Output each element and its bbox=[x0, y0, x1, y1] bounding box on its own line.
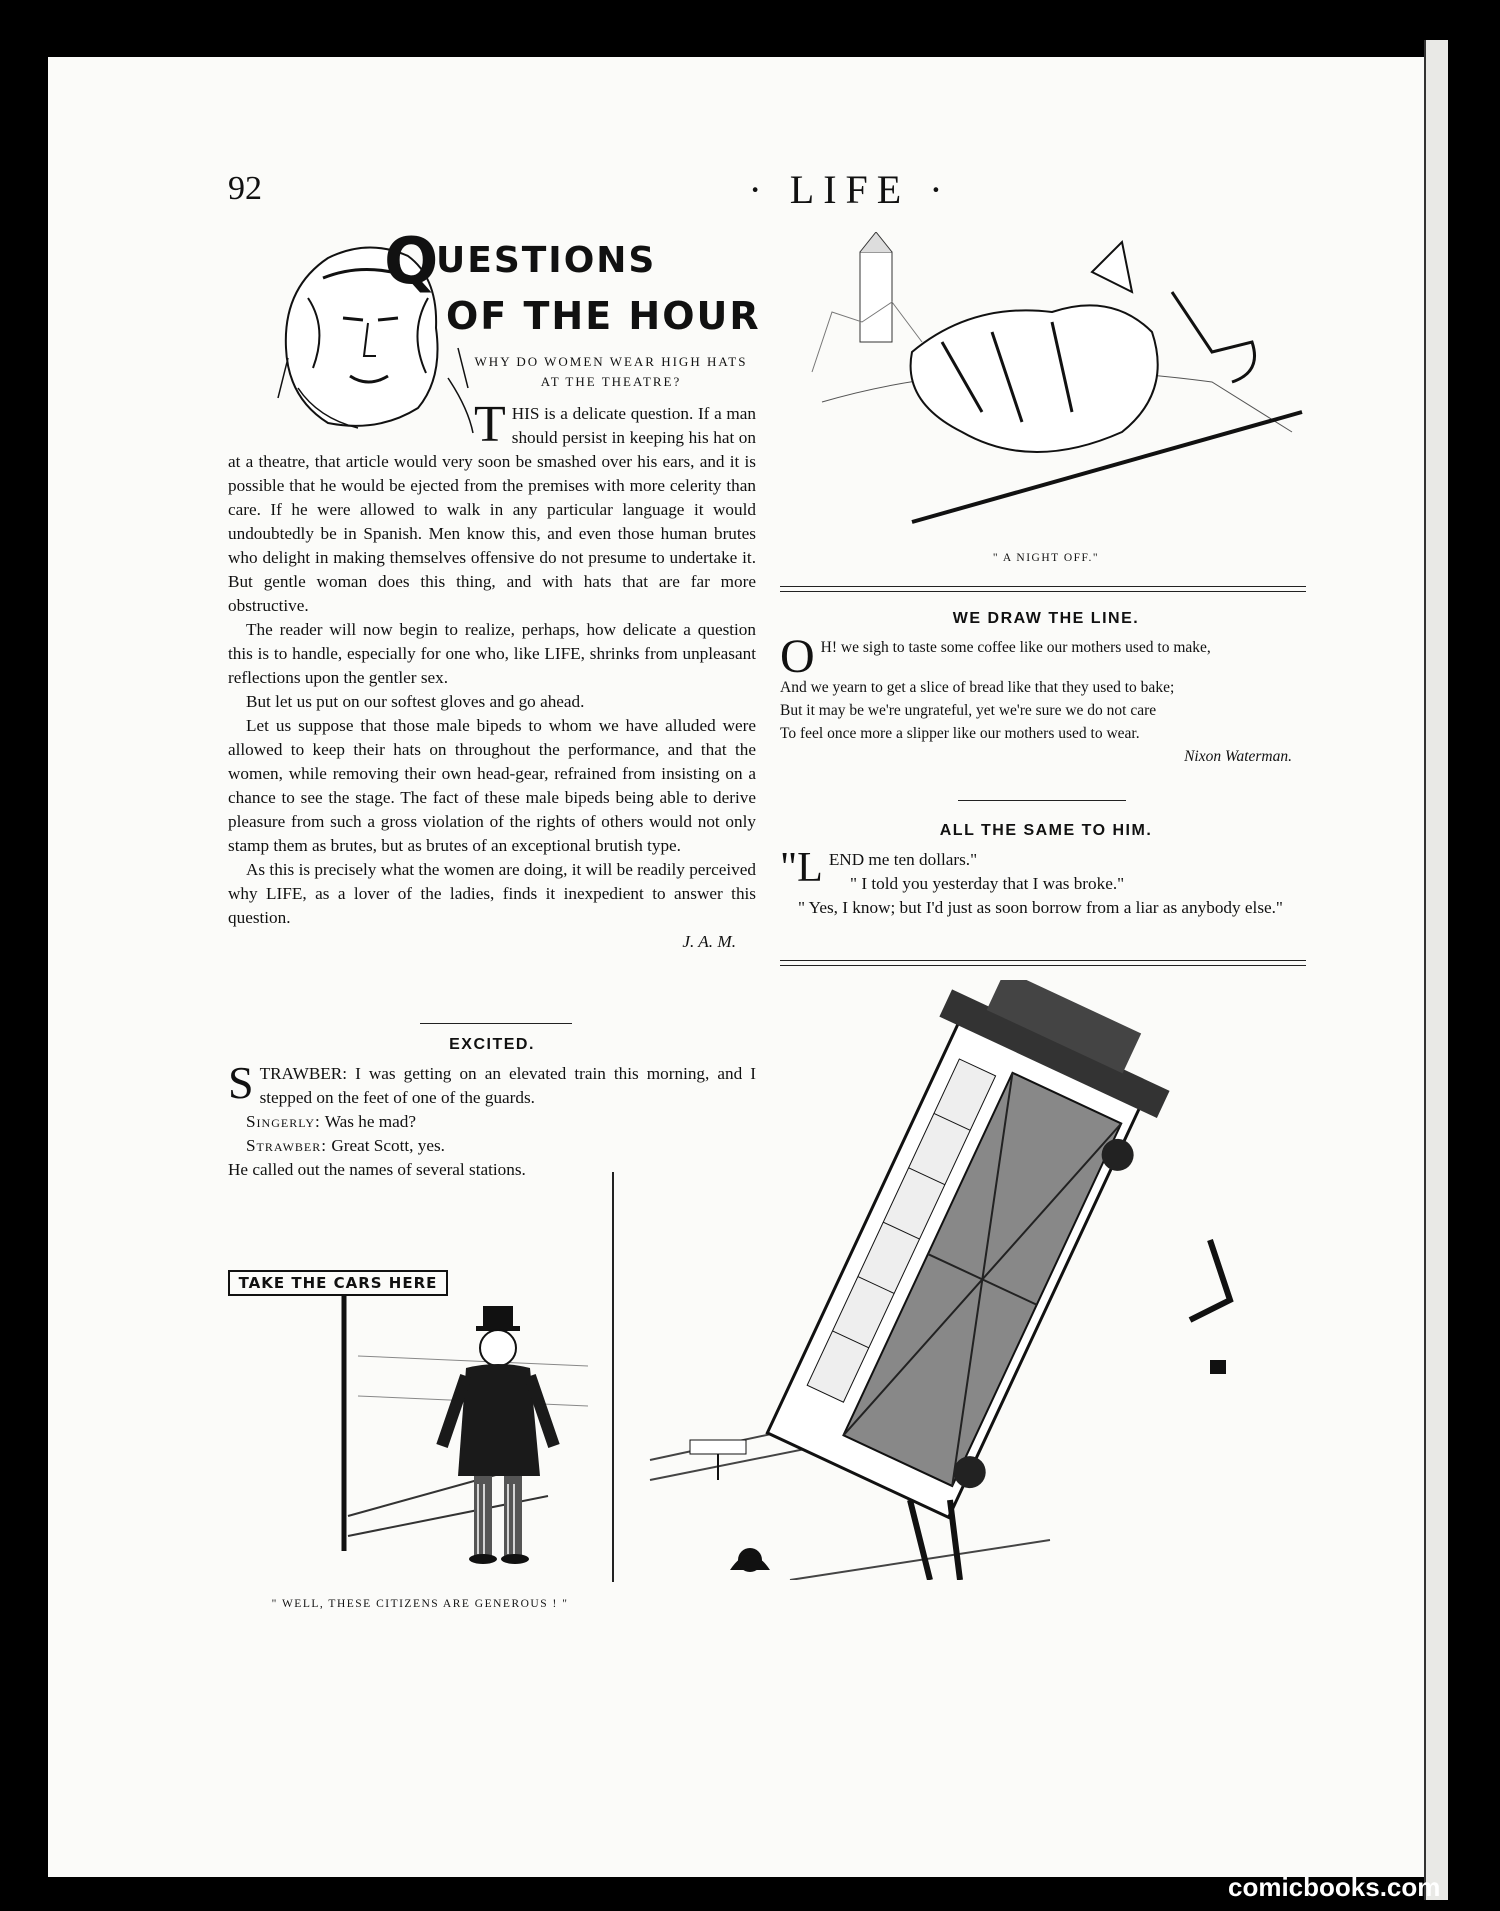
rule-same-to-him bbox=[958, 800, 1126, 801]
poem-line-1: H! we sigh to taste some coffee like our mothers used to make, bbox=[820, 639, 1211, 656]
same-to-him-heading: ALL THE SAME TO HIM. bbox=[939, 822, 1153, 839]
watermark-logo: comicbooks.com bbox=[1228, 1872, 1441, 1902]
questions-paragraph-1-text: HIS is a delicate question. If a man should persist in keeping his hat on at a theatre, that article would very soon be smashed over his ears, and it is possible that he would be ejected from the premises with more celerity than care. If he were allowed to walk in any particular language it would undoubtedly be in Spanish. Men know this, and even those human brutes who delight in making themselves offensive do not presume to undertake it. But gentle woman does this thing, and with hats that are far more obstructive. bbox=[228, 404, 756, 615]
same-to-him-dialogue bbox=[780, 845, 1312, 920]
questions-paragraph-3: But let us put on our softest gloves and go ahead. bbox=[246, 692, 585, 711]
cartoon-sign-text: TAKE THE CARS HERE bbox=[238, 1274, 438, 1292]
poem-line-4: To feel once more a slipper like our mothers used to wear. bbox=[780, 725, 1140, 742]
drop-cap-o: O bbox=[780, 630, 815, 683]
questions-body bbox=[228, 396, 756, 954]
excited-line-1: TRAWBER: I was getting on an elevated train this morning, and I stepped on the feet of one of the guards. bbox=[259, 1064, 756, 1107]
draw-line-heading: WE DRAW THE LINE. bbox=[952, 610, 1140, 627]
night-off-illustration bbox=[792, 232, 1312, 542]
questions-title-q: Q bbox=[384, 225, 441, 299]
excited-line-4: He called out the names of several stations. bbox=[228, 1160, 526, 1179]
poem-author: Nixon Waterman. bbox=[1184, 748, 1292, 765]
masthead: · LIFE · bbox=[748, 167, 952, 212]
poem-line-2: And we yearn to get a slice of bread like that they used to bake; bbox=[780, 679, 1175, 696]
cartoon-divider bbox=[612, 1172, 614, 1582]
streetcar-cartoon bbox=[630, 980, 1320, 1580]
drop-cap-t: T bbox=[474, 396, 506, 453]
excited-heading: EXCITED. bbox=[449, 1036, 535, 1053]
questions-signature: J. A. M. bbox=[682, 932, 736, 951]
questions-subtitle: WHY DO WOMEN WEAR HIGH HATS AT THE THEATRE? bbox=[474, 354, 748, 389]
drop-cap-s: S bbox=[228, 1057, 254, 1108]
drop-cap-l: "L bbox=[780, 845, 823, 891]
rule-draw-line bbox=[780, 586, 1306, 592]
questions-paragraph-2: The reader will now begin to realize, perhaps, how delicate a question this is to handle, especially for one who, like LIFE, shrinks from unpleasant reflections upon the gentler sex. bbox=[228, 620, 756, 687]
questions-paragraph-5: As this is precisely what the women are doing, it will be readily perceived why LIFE, as a lover of the ladies, finds it inexpedient to answer this question. bbox=[228, 860, 756, 927]
poem-line-3: But it may be we're ungrateful, yet we're sure we do not care bbox=[780, 702, 1157, 719]
speaker-singerly: Singerly: bbox=[246, 1112, 321, 1131]
same-line-1: END me ten dollars." bbox=[828, 850, 978, 869]
night-off-caption: " A NIGHT OFF." bbox=[992, 552, 1100, 564]
rule-excited bbox=[420, 1023, 572, 1024]
questions-paragraph-4: Let us suppose that those male bipeds to whom we have alluded were allowed to keep their hats on throughout the performance, and that the women, while removing their own head-gear, refrained from insisting on a chance to see the stage. The fact of these male bipeds being able to derive pleasure from such a gross violation of the rights of others would not only stamp them as brutes, but as brutes of an exceptional brutish type. bbox=[228, 716, 756, 855]
conductor-cartoon bbox=[228, 1296, 608, 1581]
page-number: 92 bbox=[228, 170, 262, 207]
cartoon-sign bbox=[228, 1270, 448, 1296]
questions-title-line2: OF THE HOUR bbox=[446, 294, 761, 338]
draw-line-poem bbox=[780, 630, 1312, 768]
float-spacer bbox=[228, 402, 474, 450]
same-line-3: " Yes, I know; but I'd just as soon borrow from a liar as anybody else." bbox=[798, 898, 1283, 917]
rule-after-same bbox=[780, 960, 1306, 966]
questions-title-line1: UESTIONS bbox=[436, 240, 657, 281]
same-line-2: " I told you yesterday that I was broke." bbox=[850, 874, 1125, 893]
excited-text-3: Great Scott, yes. bbox=[331, 1136, 445, 1155]
page-spine bbox=[1424, 40, 1448, 1900]
excited-text-2: Was he mad? bbox=[324, 1112, 416, 1131]
speaker-strawber: Strawber: bbox=[246, 1136, 328, 1155]
cartoon-caption: " WELL, THESE CITIZENS ARE GENEROUS ! " bbox=[271, 1598, 569, 1610]
